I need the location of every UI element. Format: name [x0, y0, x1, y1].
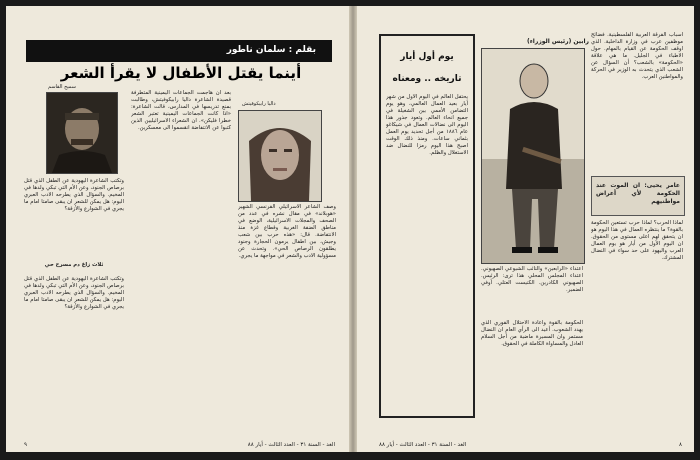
byline: بقلم : سلمان ناطور	[226, 45, 316, 55]
page-gutter	[349, 6, 357, 452]
may-day-box	[379, 34, 475, 418]
right-page-footer: الغد - السنة ٣١ - العدد الثالث - أيار ٨٨	[379, 442, 467, 448]
may-day-subtitle: تاريخه .. ومعناه	[392, 74, 462, 84]
magazine-spread	[6, 6, 694, 452]
may-day-text: يحتفل العالم في اليوم الأول من شهر أيار بعيد العمال العالمي، وهو يوم التضامن الأممي بين الشغيلة في جميع انحاء العالم. وتعود جذور هذا اليوم الى نضالات العمال في شيكاغو عام ١٨٨٦ من أجل تحديد يوم العمل بثماني ساعات. ومنذ ذلك الوقت اصبح هذا اليوم رمزا للنضال ضد الاستغلال والظلم.	[386, 94, 468, 156]
left-page-column-left-bottom: وتكتب الشاعرة اليهودية عن الطفل الذي قتل برصاص الجنود، وعن الأم التي تبكي ولدها في المخيم. والسؤال الذي يطرحه الادب العبري اليوم: هل يمكن للشعر ان يبقى صامتا امام ما يجري في الشوارع والأزقة؟	[24, 276, 124, 310]
left-page-column-left-top: وتكتب الشاعرة اليهودية عن الطفل الذي قتل برصاص الجنود، وعن الأم التي تبكي ولدها في المخيم. والسؤال الذي يطرحه الادب العبري اليوم: هل يمكن للشعر ان يبقى صامتا امام ما يجري في الشوارع والأزقة؟	[24, 178, 124, 212]
left-page-subhead: ثلاث زاغ دم مسرح حي	[44, 262, 104, 268]
photo-right-label: داليا رابيكوفيتش	[242, 101, 276, 107]
pull-quote	[591, 176, 685, 216]
right-page-column-bottom: لماذا الحرب؟ لماذا حرب تستعين الحكومة بالقوة؟ ما ينتظره العمال في هذا اليوم هو ان يتحقق لهم اعلى مستوى من الحقوق. ان اليوم الأول من أيار هو يوم العمال العرب واليهود على حد سواء في النضال المشترك.	[591, 220, 683, 261]
article-headline: أينما يقتل الأطفال لا يقرأ الشعر	[60, 64, 302, 82]
right-page-number: ٨	[679, 442, 682, 448]
photo-left-label: سميح القاسم	[48, 84, 76, 90]
rabin-illustration	[481, 48, 585, 264]
byline-bar	[26, 40, 332, 62]
right-page	[357, 6, 694, 452]
left-page-number: ٩	[24, 442, 27, 448]
may-day-title: يوم أول أيار	[400, 52, 454, 62]
left-page-column-middle: بعد أن هاجمت الجماعات اليمينية المتطرفة قصيدة الشاعرة داليا رابيكوفيتش، وطالبت بمنع تدريسها في المدارس، قالت الشاعرة: «اذا كانت الجماعات اليمينية تعتبر الشعر خطرا فليكن». ان الشعراء الاسرائيليين الذين كتبوا عن الانتفاضة انقسموا الى معسكرين.	[131, 90, 231, 131]
right-page-middle-bottom: الحكومة بالقوة واعادة الاحتلال الفوري الذي يهدد الشعوب. أعيد الى الرأي العام ان النضال مستمر وان المسيرة ماضية من أجل السلام العادل والمساواة الكاملة في الحقوق.	[481, 320, 583, 347]
left-page-footer: الغد - السنة ٣١ - العدد الثالث - أيار ٨٨	[247, 442, 335, 448]
left-page-column-right: وصف الشاعر الاسرائيلي الفرنسي الشهير «هوبلاند» في مقال نشره في عدد من الصحف والمجلات الاسرائيلية، الوضع في مناطق الضفة الغربية وقطاع غزة منذ الانتفاضة. قال: «هذه حرب بين شعب وجيش، بين اطفال يرمون الحجارة وجنود يطلقون الرصاص الحي». وتحدث عن مسؤولية الادب والشعر في مواجهة ما يجري.	[238, 204, 336, 259]
rabin-photo-label: رابين (رئيس الوزراء)	[527, 38, 590, 45]
author-photo-right	[238, 110, 322, 202]
rabin-caption: اعتداء «الرابعين» والنائب الشيوعي الصهيوني. اعتداء المجلس المحلي هذا ترى: الرئيس. الصهيوني الكادرين. الكنيست العتلي. أوفي الضمير.	[481, 266, 583, 293]
right-page-column-top: اسباب الفرقة العربية الفلسطينية. فضائح موظفين عرب في وزارة الداخلية. الذي اوقف الحكومة عن القيام بالمهام. حول الاطباء في الجليل. ما هي علاقة «الحكومة» بالشعب؟ أن السؤال عن الشعب الذي يتحدث به الوزير في الحركة والمواطنين العرب.	[591, 32, 683, 80]
pull-quote-text: عامر يحيى: ان الموت عند الحكومة لأي أعراض مواطنيهم	[596, 182, 680, 205]
author-photo-left	[46, 92, 118, 174]
left-page	[6, 6, 349, 452]
